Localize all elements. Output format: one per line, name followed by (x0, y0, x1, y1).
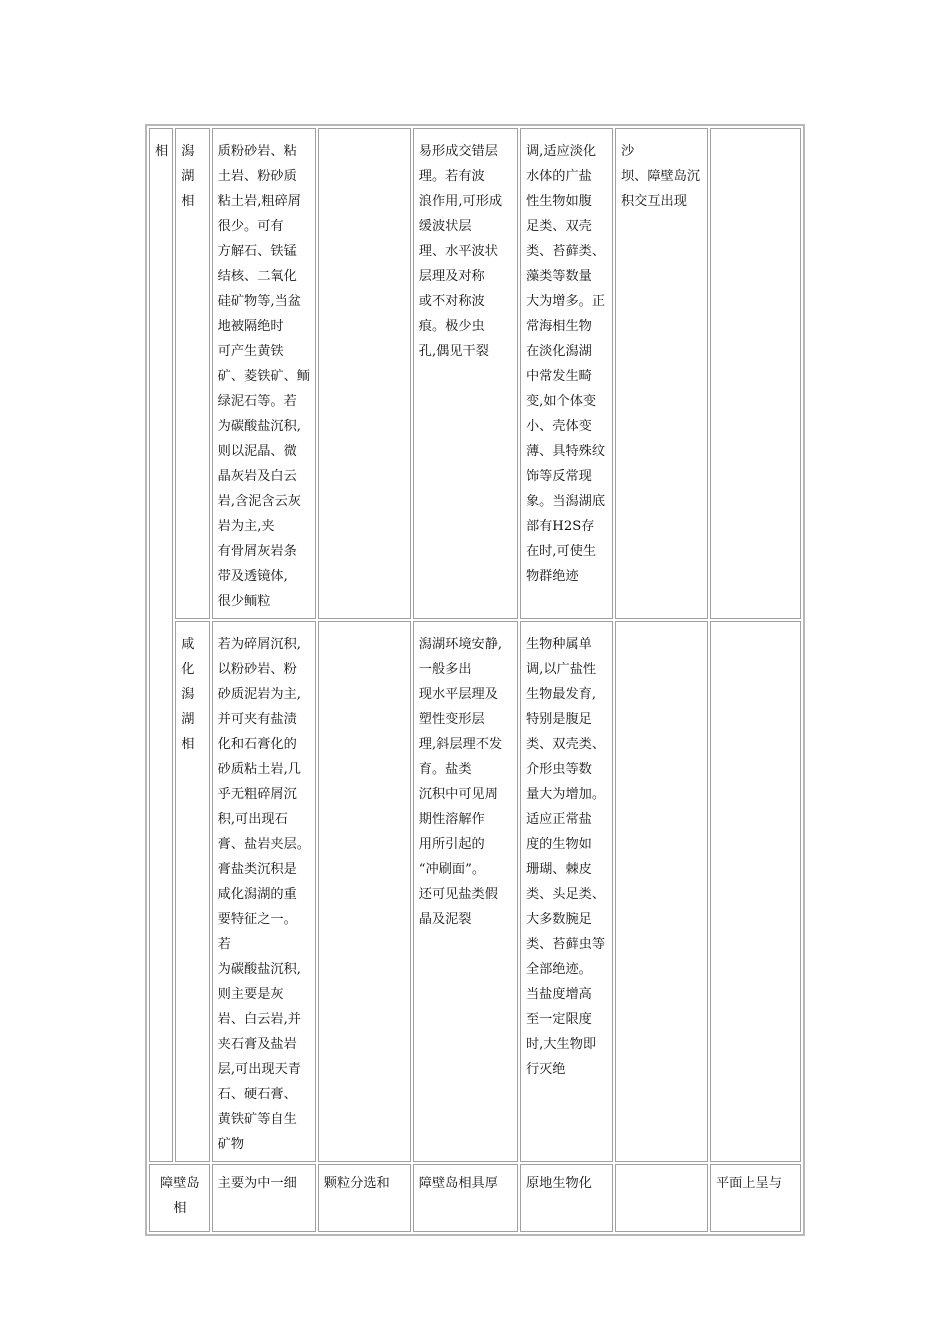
text-line: 要特征之一。 (217, 912, 297, 927)
sorting-text: 颗粒分选和 (323, 1176, 390, 1191)
text-line: 带及透镜体, (217, 569, 288, 584)
association-cell (615, 621, 708, 1162)
text-line: 地被隔绝时 (217, 319, 284, 334)
subfacies-label: 潟湖相 (181, 144, 195, 209)
structure-cell (413, 621, 518, 1162)
structure-cell (413, 1164, 518, 1232)
sorting-cell (318, 1164, 411, 1232)
facies-label: 障壁岛相 (160, 1176, 200, 1216)
text-line: 行灭绝 (525, 1062, 566, 1077)
text-line: 缓波状层 (418, 219, 472, 234)
text-line: 足类、双壳 (525, 219, 592, 234)
text-line: 层,可出现天青 (217, 1062, 301, 1077)
text-line: 适应正常盐 (525, 812, 592, 827)
text-line: 坝、障壁岛沉 (620, 169, 701, 184)
text-line: 孔,偶见干裂 (418, 344, 489, 359)
text-line: 饰等反常现 (525, 469, 592, 484)
text-line: 咸化潟湖的重 (217, 887, 297, 902)
text-line: “冲刷面”。 (418, 862, 486, 877)
table-row (149, 621, 801, 1162)
distribution-cell (710, 1164, 801, 1232)
text-line: 层理及对称 (418, 269, 485, 284)
lithology-text (218, 139, 311, 614)
text-line: 类、苔藓虫等 (525, 937, 606, 952)
text-line: 积,可出现石 (217, 812, 288, 827)
table-row (149, 1164, 801, 1232)
text-line: 岩、白云岩,并 (217, 1012, 301, 1027)
text-line: 晶及泥裂 (418, 912, 472, 927)
facies-table (145, 124, 805, 1236)
facies-label: 相 (155, 144, 169, 159)
text-line: 象。当潟湖底 (525, 494, 606, 509)
text-line: 类、苔藓类、 (525, 244, 606, 259)
text-line: 膏盐类沉积是 (217, 862, 297, 877)
structure-text: 障壁岛相具厚 (418, 1176, 498, 1191)
text-line: 生物最发育, (525, 687, 597, 702)
text-line: 用所引起的 (418, 837, 485, 852)
text-line: 硅矿物等,当盆 (217, 294, 301, 309)
text-line: 岩,含泥含云灰 (217, 494, 301, 509)
text-line: 化和石膏化的 (217, 737, 297, 752)
text-line: 薄、具特殊纹 (525, 444, 606, 459)
lithology-text: 主要为中一细 (217, 1176, 297, 1191)
text-line: 潟湖环境安静, (418, 637, 503, 652)
text-line: 全部绝迹。 (525, 962, 592, 977)
text-line: 膏、盐岩夹层。 (217, 837, 310, 852)
text-line: 乎无粗碎屑沉 (217, 787, 297, 802)
text-line: 砂质泥岩为主, (217, 687, 301, 702)
biology-cell (520, 621, 613, 1162)
text-line: 在时,可使生 (525, 544, 597, 559)
lithology-text (218, 632, 311, 1157)
text-line: 中常发生畸 (525, 369, 592, 384)
text-line: 若 (217, 937, 231, 952)
text-line: 变,如个体变 (525, 394, 597, 409)
lithology-cell (212, 1164, 316, 1232)
biology-cell (520, 1164, 613, 1232)
structure-cell (413, 128, 518, 619)
text-line: 当盐度增高 (525, 987, 592, 1002)
text-line: 晶灰岩及白云 (217, 469, 297, 484)
text-line: 方解石、铁锰 (217, 244, 297, 259)
text-line: 质粉砂岩、粘 (217, 144, 297, 159)
table-row (149, 128, 801, 619)
lithology-cell (212, 128, 316, 619)
text-line: 若为碎屑沉积, (217, 637, 301, 652)
text-line: 为碳酸盐沉积, (217, 419, 301, 434)
text-line: 有骨屑灰岩条 (217, 544, 297, 559)
distribution-text: 平面上呈与 (715, 1176, 782, 1191)
text-line: 调,适应淡化 (525, 144, 597, 159)
subfacies-cell (175, 621, 209, 1162)
text-line: 为碳酸盐沉积, (217, 962, 301, 977)
text-line: 则主要是灰 (217, 987, 284, 1002)
text-line: 在淡化潟湖 (525, 344, 592, 359)
text-line: 很少。可有 (217, 219, 284, 234)
text-line: 物群绝迹 (525, 569, 579, 584)
facies-cell (149, 1164, 210, 1232)
text-line: 还可见盐类假 (418, 887, 498, 902)
text-line: 痕。极少虫 (418, 319, 485, 334)
text-line: 介形虫等数 (525, 762, 592, 777)
text-line: 一般多出 (418, 662, 472, 677)
text-line: 特别是腹足 (525, 712, 592, 727)
empty-cell (710, 128, 801, 619)
text-line: 育。盐类 (418, 762, 472, 777)
text-line: 岩为主,夹 (217, 519, 275, 534)
text-line: 很少鲕粒 (217, 594, 271, 609)
structure-text (419, 632, 513, 932)
text-line: 可产生黄铁 (217, 344, 284, 359)
association-text (621, 139, 703, 214)
text-line: 部有H2S存 (525, 519, 595, 534)
association-cell (615, 1164, 708, 1232)
text-line: 大为增多。正 (525, 294, 606, 309)
text-line: 并可夹有盐渍 (217, 712, 297, 727)
text-line: 积交互出现 (620, 194, 687, 209)
text-line: 小、壳体变 (525, 419, 592, 434)
text-line: 量大为增加。 (525, 787, 606, 802)
text-line: 现水平层理及 (418, 687, 498, 702)
text-line: 度的生物如 (525, 837, 592, 852)
text-line: 性生物如腹 (525, 194, 592, 209)
text-line: 时,大生物即 (525, 1037, 597, 1052)
text-line: 理。若有波 (418, 169, 485, 184)
text-line: 矿物 (217, 1137, 245, 1152)
empty-cell (318, 621, 411, 1162)
empty-cell (318, 128, 411, 619)
text-line: 则以泥晶、微 (217, 444, 297, 459)
text-line: 至一定限度 (525, 1012, 592, 1027)
biology-text: 原地生物化 (525, 1176, 592, 1191)
text-line: 矿、菱铁矿、鲕 (217, 369, 310, 384)
text-line: 类、头足类、 (525, 887, 606, 902)
text-line: 或不对称波 (418, 294, 485, 309)
text-line: 生物种属单 (525, 637, 592, 652)
biology-text (526, 139, 608, 589)
text-line: 绿泥石等。若 (217, 394, 297, 409)
structure-text (419, 139, 513, 364)
text-line: 沙 (620, 144, 635, 159)
text-line: 藻类等数量 (525, 269, 592, 284)
text-line: 类、双壳类、 (525, 737, 606, 752)
text-line: 黄铁矿等自生 (217, 1112, 297, 1127)
text-line: 调,以广盐性 (525, 662, 597, 677)
text-line: 大多数腕足 (525, 912, 592, 927)
text-line: 夹石膏及盐岩 (217, 1037, 297, 1052)
text-line: 易形成交错层 (418, 144, 498, 159)
text-line: 珊瑚、棘皮 (525, 862, 592, 877)
association-cell (615, 128, 708, 619)
text-line: 粘土岩,粗碎屑 (217, 194, 301, 209)
empty-cell (710, 621, 801, 1162)
text-line: 结核、二氧化 (217, 269, 297, 284)
text-line: 理,斜层理不发 (418, 737, 503, 752)
subfacies-cell (175, 128, 209, 619)
biology-text (526, 632, 608, 1082)
text-line: 土岩、粉砂质 (217, 169, 297, 184)
text-line: 石、硬石膏、 (217, 1087, 297, 1102)
text-line: 沉积中可见周 (418, 787, 498, 802)
text-line: 理、水平波状 (418, 244, 498, 259)
text-line: 塑性变形层 (418, 712, 485, 727)
subfacies-label: 咸化潟湖相 (181, 637, 195, 752)
text-line: 浪作用,可形成 (418, 194, 503, 209)
facies-cell (149, 128, 173, 1162)
biology-cell (520, 128, 613, 619)
text-line: 水体的广盐 (525, 169, 592, 184)
text-line: 常海相生物 (525, 319, 592, 334)
text-line: 期性溶解作 (418, 812, 485, 827)
lithology-cell (212, 621, 316, 1162)
text-line: 以粉砂岩、粉 (217, 662, 297, 677)
text-line: 砂质粘土岩,几 (217, 762, 301, 777)
